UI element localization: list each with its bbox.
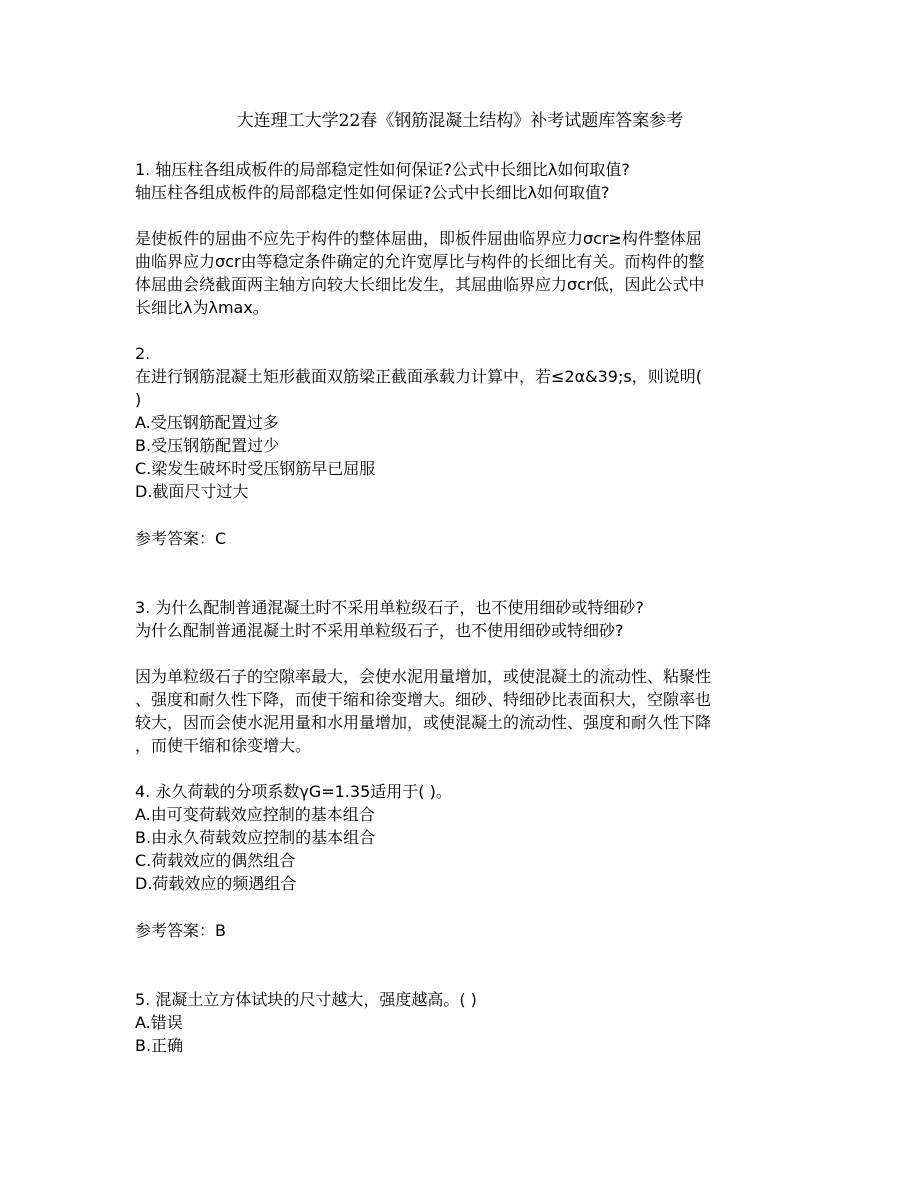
question-2-stem-line: ) <box>135 390 142 409</box>
question-3-answer-line: ，而使干缩和徐变增大。 <box>135 736 312 755</box>
question-3-answer-line: 、强度和耐久性下降，而使干缩和徐变增大。细砂、特细砂比表面积大，空隙率也 <box>135 690 712 709</box>
question-4-option-a: A.由可变荷载效应控制的基本组合 <box>135 805 375 824</box>
question-1-restate: 轴压柱各组成板件的局部稳定性如何保证?公式中长细比λ如何取值? <box>135 183 610 202</box>
question-3-stem: 3. 为什么配制普通混凝土时不采用单粒级石子，也不使用细砂或特细砂? <box>135 598 644 617</box>
page-title: 大连理工大学22春《钢筋混凝土结构》补考试题库答案参考 <box>236 111 684 131</box>
question-3-answer-line: 较大，因而会使水泥用量和水用量增加，或使混凝土的流动性、强度和耐久性下降 <box>135 713 712 732</box>
question-5-stem: 5. 混凝土立方体试块的尺寸越大，强度越高。( ) <box>135 990 477 1009</box>
question-2-option-c: C.梁发生破坏时受压钢筋早已屈服 <box>135 459 376 478</box>
question-2-option-b: B.受压钢筋配置过少 <box>135 436 280 455</box>
question-1-stem: 1. 轴压柱各组成板件的局部稳定性如何保证?公式中长细比λ如何取值? <box>135 160 630 179</box>
question-3-answer-line: 因为单粒级石子的空隙率最大，会使水泥用量增加，或使混凝土的流动性、粘聚性 <box>135 667 712 686</box>
question-1-answer-line: 是使板件的屈曲不应先于构件的整体屈曲，即板件屈曲临界应力σcr≥构件整体屈 <box>135 229 702 248</box>
question-2-option-a: A.受压钢筋配置过多 <box>135 413 279 432</box>
question-5-option-a: A.错误 <box>135 1013 183 1032</box>
question-2-option-d: D.截面尺寸过大 <box>135 482 249 501</box>
question-4-stem: 4. 永久荷载的分项系数γG=1.35适用于( )。 <box>135 782 452 801</box>
question-1-answer-line: 长细比λ为λmax。 <box>135 298 269 317</box>
question-5-option-b: B.正确 <box>135 1036 184 1055</box>
question-4-option-b: B.由永久荷载效应控制的基本组合 <box>135 828 376 847</box>
question-4-option-c: C.荷载效应的偶然组合 <box>135 851 296 870</box>
question-4-answer: 参考答案：B <box>135 921 226 940</box>
question-2-answer: 参考答案：C <box>135 529 227 548</box>
question-4-option-d: D.荷载效应的频遇组合 <box>135 874 297 893</box>
question-2-stem-line: 在进行钢筋混凝土矩形截面双筋梁正截面承载力计算中，若≤2α&39;s，则说明( <box>135 367 702 386</box>
question-1-answer-line: 曲临界应力σcr由等稳定条件确定的允许宽厚比与构件的长细比有关。而构件的整 <box>135 252 705 271</box>
question-1-answer-line: 体屈曲会绕截面两主轴方向较大长细比发生，其屈曲临界应力σcr低，因此公式中 <box>135 275 705 294</box>
question-2-number: 2. <box>135 344 151 363</box>
question-3-restate: 为什么配制普通混凝土时不采用单粒级石子，也不使用细砂或特细砂? <box>135 621 624 640</box>
